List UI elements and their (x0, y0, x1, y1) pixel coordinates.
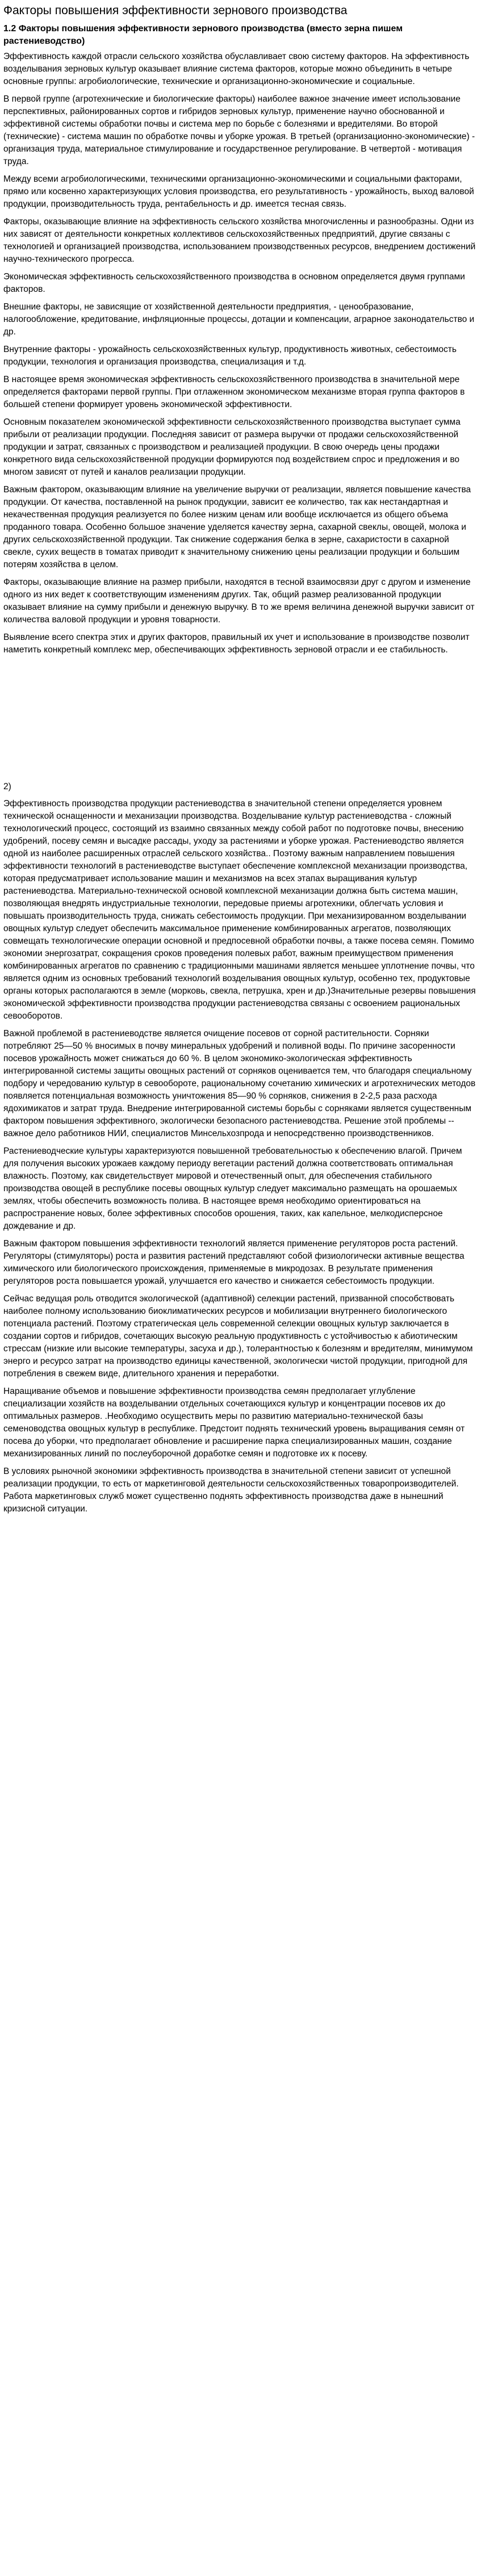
section-heading: 1.2 Факторы повышения эффективности зернового производства (вместо зерна пишем растениеводство) (3, 24, 403, 46)
paragraph: Важной проблемой в растениеводстве является очищение посевов от сорной растительности. Сорняки потребляют 25—50 % вносимых в почву минеральных удобрений и поливной воды. По причине засоренности посевов урожайность может снижаться до 60 %. В целом экономико-экологическая эффективность интегрированной системы защиты овощных растений от сорняков оценивается тем, что благодаря специальному подбору и чередованию культур в севообороте, рациональному сочетанию химических и агротехнических методов появляется потенциальная возможность уничтожения 85—90 % сорняков, снижения в 2-2,5 раза расхода ядохимикатов и затрат труда. Внедрение интегрированной системы борьбы с сорняками является существенным фактором повышения эффективного, экологически безопасного растениеводства. Решение этой проблемы -- важное дело работников НИИ, специалистов Минсельхозпрода и непосредственно производственников. (3, 1029, 476, 1139)
paragraph: Сейчас ведущая роль отводится экологической (адаптивной) селекции растений, призванной способствовать наиболее полному использованию биоклиматических ресурсов и мобилизации внутреннего биологического потенциала растений. Поэтому стратегическая цель современной селекции овощных культур заключается в создании сортов и гибридов, сочетающих высокую реальную продуктивность с устойчивостью к абиотическим стрессам (низкие или высокие температуры, засуха и др.), толерантностью к болезням и вредителям, минимумом энерго и ресурсо затрат на производство единицы качественной, экологически чистой продукции, пригодной для потребления в свежем виде, длительного хранения и переработки. (3, 1294, 473, 1379)
paragraph: Внешние факторы, не зависящие от хозяйственной деятельности предприятия, - ценообразование, налогообложение, кредитование, инфляционные процессы, дотации и компенсации, аграрное законодательство и др. (3, 302, 475, 337)
paragraph: Эффективность каждой отрасли сельского хозяйства обуславливает свою систему факторов. На эффективность возделывания зерновых культур оказывает влияние система факторов, которые можно объединить в четыре основные группы: агробиологические, технические и организационно-экономические и социальные. (3, 52, 470, 87)
paragraph: Наращивание объемов и повышение эффективности производства семян предполагает углубление специализации хозяйств на возделывании отдельных сочетающихся культур и концентрации посевов их до оптимальных размеров. .Необходимо осуществить меры по развитию материально-технической базы семеноводства овощных культур в республике. Предстоит поднять технический уровень выращивания семян от посева до уборки, что предполагает обновление и расширение парка специализированных машин, создание механизированных линий по послеуборочной доработке семян и подготовке их к посеву. (3, 1387, 465, 1459)
section-2-body (3, 798, 478, 1515)
blank-space (3, 661, 478, 781)
paragraph: Важным фактором повышения эффективности технологий является применение регуляторов роста растений. Регуляторы (стимуляторы) роста и развития растений представляют собой физиологически активные вещества химического или биологического происхождения, применяемые в микродозах. В результате применения регуляторов роста повышается урожай, улучшается его качество и снижается себестоимость продукции. (3, 1239, 465, 1287)
paragraph: Растениеводческие культуры характеризуются повышенной требовательностью к обеспечению влагой. Причем для получения высоких урожаев каждому периоду вегетации растений должна соответствовать оптимальная влажность. Поэтому, как свидетельствует мировой и отечественный опыт, для обеспечения стабильного производства овощей в республике посевы овощных культур следует максимально размещать на орошаемых землях, чтобы обеспечить возможность полива. В настоящее время необходимо ориентироваться на распространение новых, более эффективных способов орошения, таких, как капельное, мелкодисперсное дождевание и др. (3, 1146, 462, 1232)
paragraph: Факторы, оказывающие влияние на размер прибыли, находятся в тесной взаимосвязи друг с другом и изменение одного из них ведет к соответствующим изменениям других. Так, общий размер реализованной продукции оказывает влияние на сумму прибыли и денежную выручку. В то же время величина денежной выручки зависит от количества валовой продукции и уровня товарности. (3, 577, 475, 625)
paragraph: Выявление всего спектра этих и других факторов, правильный их учет и использование в производстве позволит наметить конкретный комплекс мер, обеспечивающих эффективность зерновой отрасли и ее стабильность. (3, 633, 470, 655)
section-1-body (3, 51, 478, 656)
page-number: 2) (3, 782, 11, 792)
paragraph: Важным фактором, оказывающим влияние на увеличение выручки от реализации, является повышение качества продукции. От качества, поставленной на рынок продукции, зависит ее количество, так как нестандартная и некачественная продукция реализуется по более низким ценам или вообще исключается из общего объема проданного товара. Особенно большое значение уделяется качеству зерна, сахарной свеклы, овощей, молока и других сельскохозяйственной продукции. Так снижение содержания белка в зерне, сахаристости в сахарной свекле, сухих веществ в томатах приводит к значительному снижению цены реализации продукции и большим потерям хозяйства в целом. (3, 485, 471, 570)
paragraph: Экономическая эффективность сельскохозяйственного производства в основном определяется двумя группами факторов. (3, 272, 465, 295)
paragraph: Внутренние факторы - урожайность сельскохозяйственных культур, продуктивность животных, себестоимость продукции, технология и организация производства, специализация и т.д. (3, 345, 457, 367)
paragraph: Между всеми агробиологическими, техническими организационно-экономическими и социальными факторами, прямо или косвенно характеризующих условия производства, его результативность - урожайность, выход валовой продукции, производительность труда, рентабельность и др. имеется тесная связь. (3, 174, 474, 210)
paragraph: В настоящее время экономическая эффективность сельскохозяйственного производства в значительной мере определяется факторами первой группы. При отлаженном экономическом механизме вторая группа факторов в большей степени формирует уровень экономической эффективности. (3, 375, 465, 410)
paragraph: Основным показателем экономической эффективности сельскохозяйственного производства выступает сумма прибыли от реализации продукции. Последняя зависит от размера выручки от продажи сельскохозяйственной продукции и затрат, связанных с производством и реализацией продукции. В свою очередь цены продажи конкретного вида сельскохозяйственной продукции формируются под воздействием спрос и предложения и во многом зависят от путей и каналов реализации продукции. (3, 417, 461, 477)
paragraph: Эффективность производства продукции растениеводства в значительной степени определяется уровнем технической оснащенности и механизации производства. Возделывание культур растениеводства - сложный технологический процесс, состоящий из взаимно связанных между собой работ по подготовке почвы, внесению удобрений, посеву семян и высадке рассады, уходу за растениями и уборке урожая. Растениеводство является одной из наиболее расширенных отраслей сельского хозяйства.. Поэтому важным направлением повышения эффективности технологий в растениеводстве выступает обеспечение комплексной механизации производства, которая предусматривает использование машин и механизмов на всех этапах выращивания культур растениеводства. Материально-технической основой комплексной механизации должна быть система машин, позволяющая внедрять индустриальные технологии, передовые приемы агротехники, облегчать условия и повышать производительность труда, снижать себестоимость продукции. При механизированном возделывании овощных культур следует обеспечить максимальное применение комбинированных агрегатов, позволяющих совмещать технологические операции основной и предпосевной обработки почвы, а также посева семян. Помимо экономии энергозатрат, сокращения сроков проведения полевых работ, важным преимуществом применения комбинированных агрегатов по сравнению с традиционными машинами является меньшее уплотнение почвы, что является одним из основных требований технологий возделывания овощных культур, особенно тех, продуктовые органы которых располагаются в земле (морковь, свекла, петрушка, хрен и др.)Значительные резервы повышения экономической эффективности производства продукции растениеводства связаны с освоением рациональных севооборотов. (3, 799, 476, 1021)
paragraph: В условиях рыночной экономики эффективность производства в значительной степени зависит от успешной реализации продукции, то есть от маркетинговой деятельности сельскохозяйственных товаропроизводителей. Работа маркетинговых служб может существенно поднять эффективность производства даже в нынешний кризисной ситуации. (3, 1467, 459, 1514)
paragraph: Факторы, оказывающие влияние на эффективность сельского хозяйства многочисленны и разнообразны. Одни из них зависят от деятельности конкретных коллективов сельскохозяйственных предприятий, другие связаны с технологией и организацией производства, использованием производственных ресурсов, внедрением достижений научно-технического прогресса. (3, 217, 476, 265)
document-title: Факторы повышения эффективности зернового производства (3, 4, 348, 17)
paragraph: В первой группе (агротехнические и биологические факторы) наиболее важное значение имеет использование перспективных, районированных сортов и гибридов зерновых культур, применение научно обоснованной и эффективной системы обработки почвы и система мер по борьбе с болезнями и вредителями. Во второй (технические) - система машин по обработке почвы и уборке урожая. В третьей (организационно-экономические) - организация труда, материальное стимулирование и государственное регулирование. В четвертой - мотивация труда. (3, 94, 475, 167)
